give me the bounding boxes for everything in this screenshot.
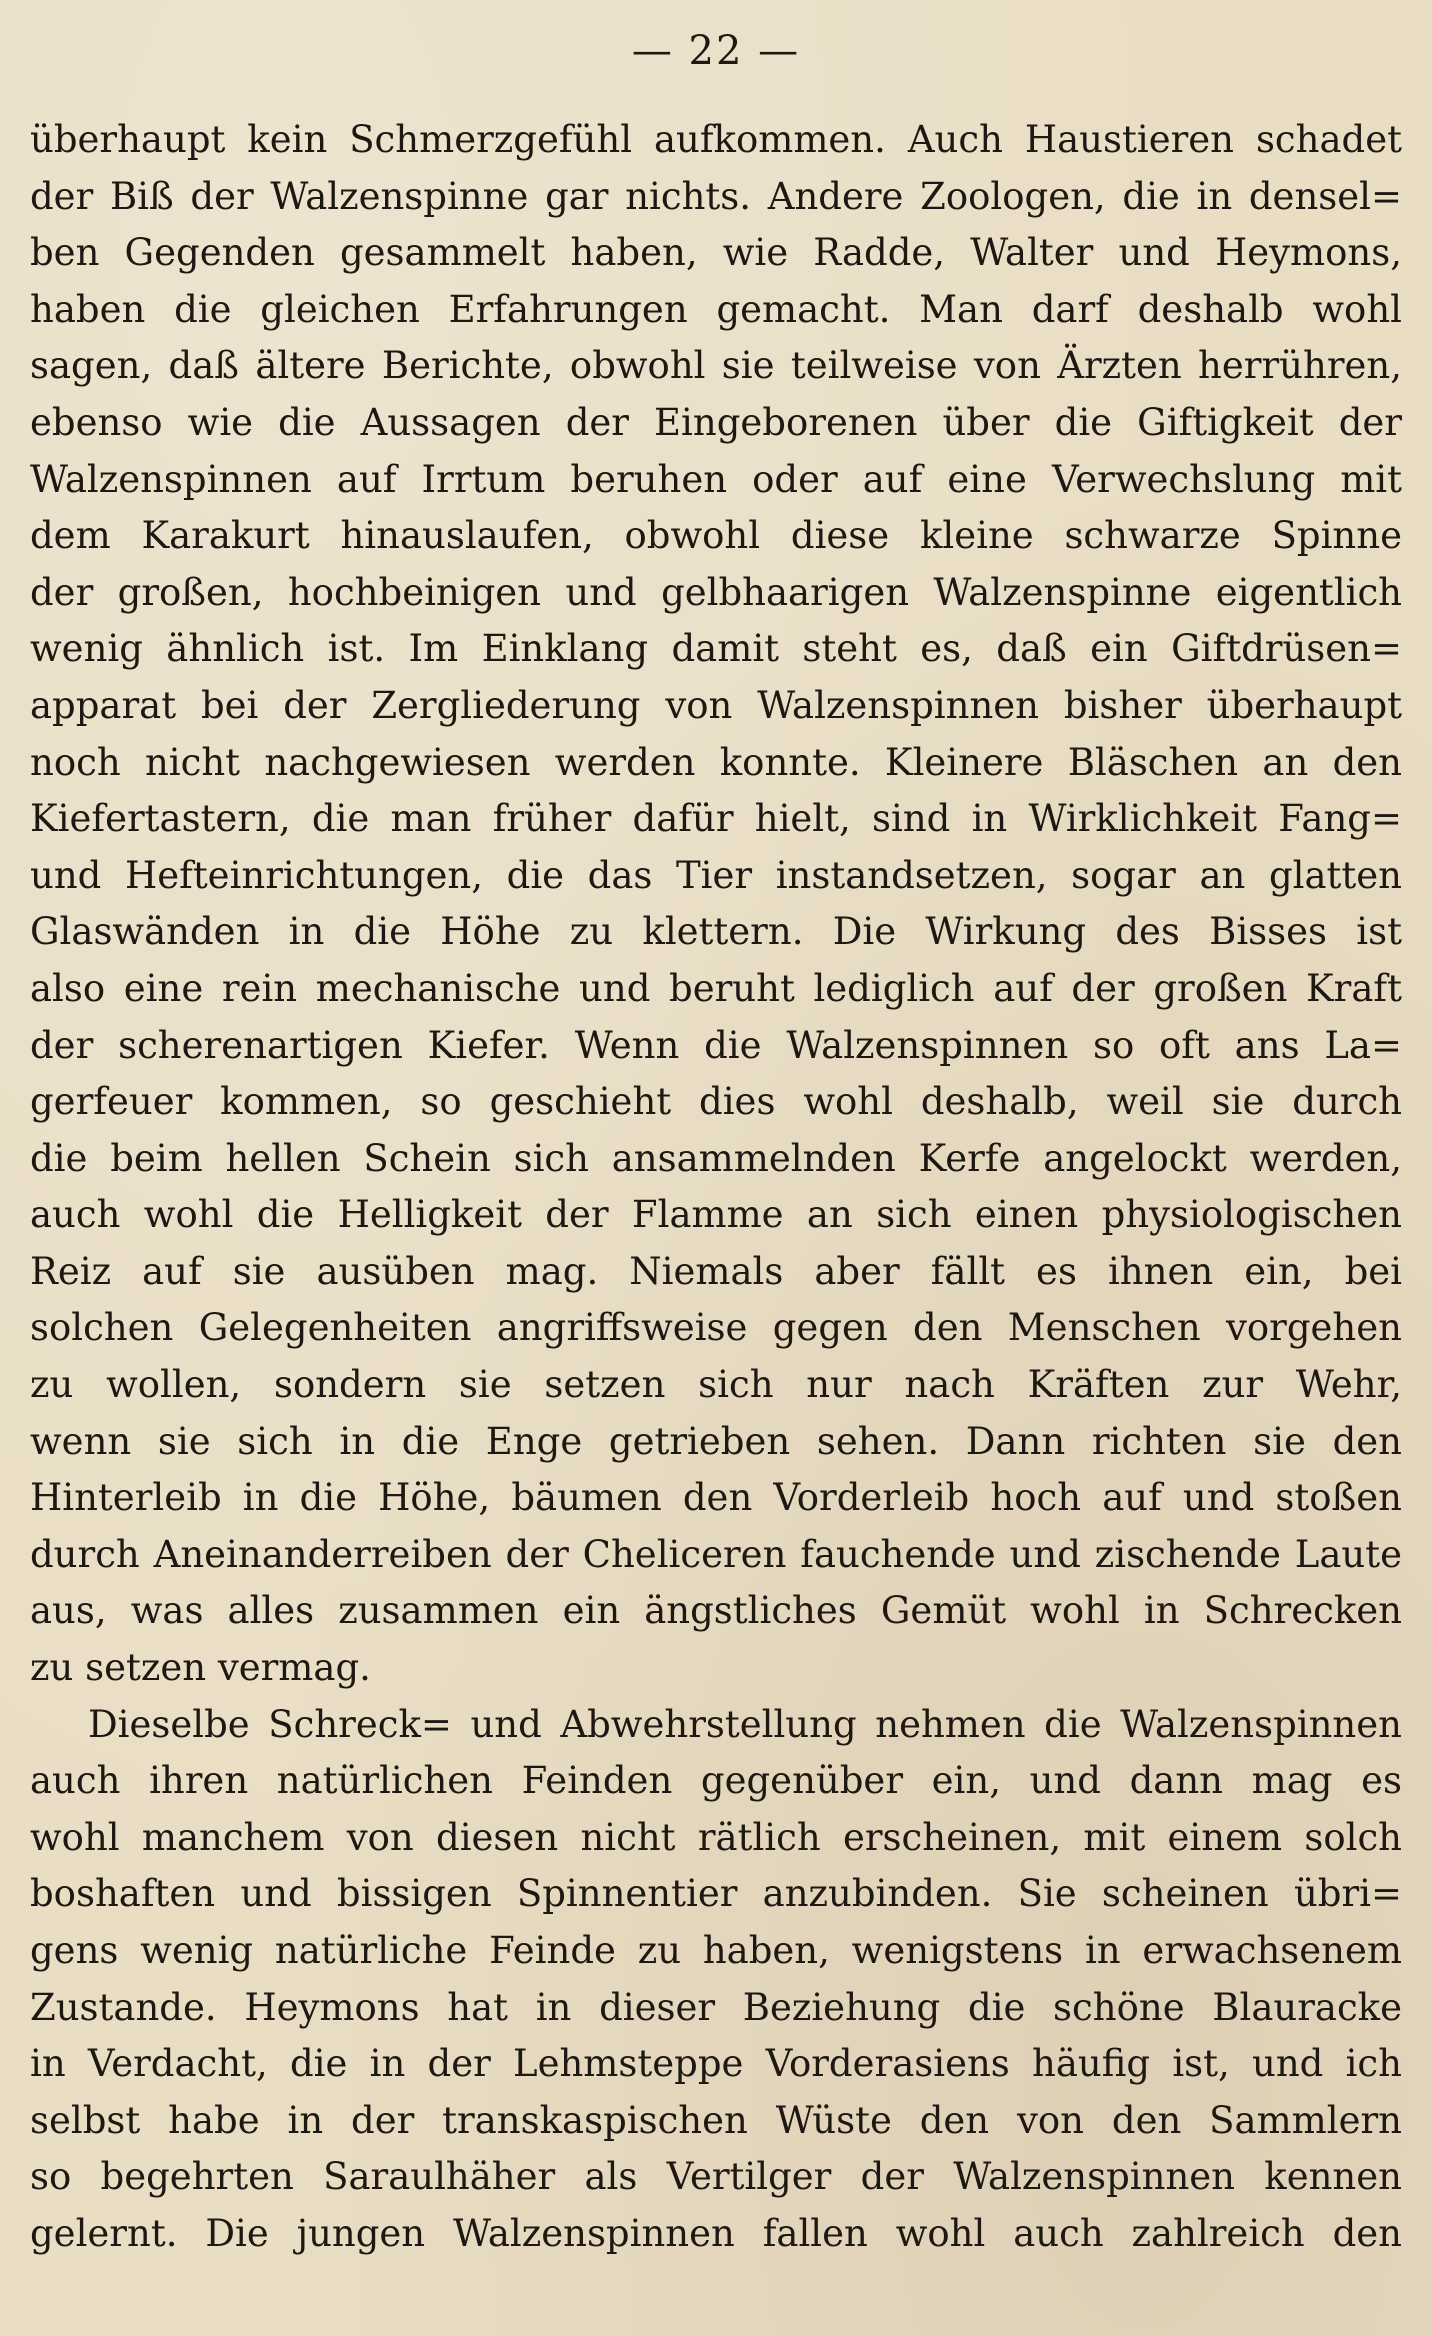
text-line: auch wohl die Helligkeit der Flamme an sich einen physiologischen [30,1193,1402,1237]
text-line: sagen, daß ältere Berichte, obwohl sie teilweise von Ärzten herrühren, [30,344,1402,388]
text-line: ben Gegenden gesammelt haben, wie Radde, Walter und Heymons, [30,231,1402,275]
text-line: haben die gleichen Erfahrungen gemacht. Man darf deshalb wohl [30,287,1402,331]
text-line: Zustande. Heymons hat in dieser Beziehung die schöne Blauracke [30,1985,1402,2029]
text-line: zu wollen, sondern sie setzen sich nur nach Kräften zur Wehr, [30,1363,1402,1407]
text-line: so begehrten Saraulhäher als Vertilger der Walzenspinnen kennen [30,2155,1402,2199]
text-line: gerfeuer kommen, so geschieht dies wohl deshalb, weil sie durch [30,1080,1402,1124]
text-line: der scherenartigen Kiefer. Wenn die Walzenspinnen so oft ans La= [30,1023,1402,1067]
text-line: durch Aneinanderreiben der Cheliceren fauchende und zischende Laute [30,1532,1402,1576]
text-line: noch nicht nachgewiesen werden konnte. Kleinere Bläschen an den [30,740,1402,784]
text-line: auch ihren natürlichen Feinden gegenüber ein, und dann mag es [30,1759,1402,1803]
text-line: apparat bei der Zergliederung von Walzenspinnen bisher überhaupt [30,683,1402,727]
text-line: wenn sie sich in die Enge getrieben sehen. Dann richten sie den [30,1419,1402,1463]
text-line: der Biß der Walzenspinne gar nichts. Andere Zoologen, die in densel= [30,174,1402,218]
text-line: wenig ähnlich ist. Im Einklang damit steht es, daß ein Giftdrüsen= [30,627,1402,671]
text-line: Walzenspinnen auf Irrtum beruhen oder auf eine Verwechslung mit [30,457,1402,501]
text-line: aus, was alles zusammen ein ängstliches Gemüt wohl in Schrecken [30,1589,1402,1633]
text-line: also eine rein mechanische und beruht lediglich auf der großen Kraft [30,966,1402,1010]
text-line: in Verdacht, die in der Lehmsteppe Vorderasiens häufig ist, und ich [30,2042,1402,2086]
text-line: die beim hellen Schein sich ansammelnden Kerfe angelockt werden, [30,1136,1402,1180]
text-line: solchen Gelegenheiten angriffsweise gegen den Menschen vorgehen [30,1306,1402,1350]
page-number: — 22 — [631,28,801,74]
paragraph-start-line: Dieselbe Schreck= und Abwehrstellung nehmen die Walzenspinnen [88,1702,1402,1746]
body-text [30,112,1402,2263]
text-line: selbst habe in der transkaspischen Wüste den von den Sammlern [30,2098,1402,2142]
text-line: gelernt. Die jungen Walzenspinnen fallen wohl auch zahlreich den [30,2211,1402,2255]
paragraph-end-line: zu setzen vermag. [30,1646,371,1690]
text-line: der großen, hochbeinigen und gelbhaarigen Walzenspinne eigentlich [30,570,1402,614]
text-line: boshaften und bissigen Spinnentier anzubinden. Sie scheinen übri= [30,1872,1402,1916]
text-line: gens wenig natürliche Feinde zu haben, wenigstens in erwachsenem [30,1929,1402,1972]
text-line: Kiefertastern, die man früher dafür hielt, sind in Wirklichkeit Fang= [30,797,1402,841]
text-line: dem Karakurt hinauslaufen, obwohl diese kleine schwarze Spinne [30,514,1402,558]
book-page [30,0,1402,2336]
text-line: überhaupt kein Schmerzgefühl aufkommen. Auch Haustieren schadet [30,118,1402,161]
text-line: Glaswänden in die Höhe zu klettern. Die Wirkung des Bisses ist [30,910,1402,954]
text-line: Hinterleib in die Höhe, bäumen den Vorderleib hoch auf und stoßen [30,1476,1402,1520]
text-line: wohl manchem von diesen nicht rätlich erscheinen, mit einem solch [30,1815,1402,1859]
text-line: Reiz auf sie ausüben mag. Niemals aber fällt es ihnen ein, bei [30,1249,1402,1293]
text-line: ebenso wie die Aussagen der Eingeborenen über die Giftigkeit der [30,400,1402,444]
text-line: und Hefteinrichtungen, die das Tier instandsetzen, sogar an glatten [30,853,1402,897]
